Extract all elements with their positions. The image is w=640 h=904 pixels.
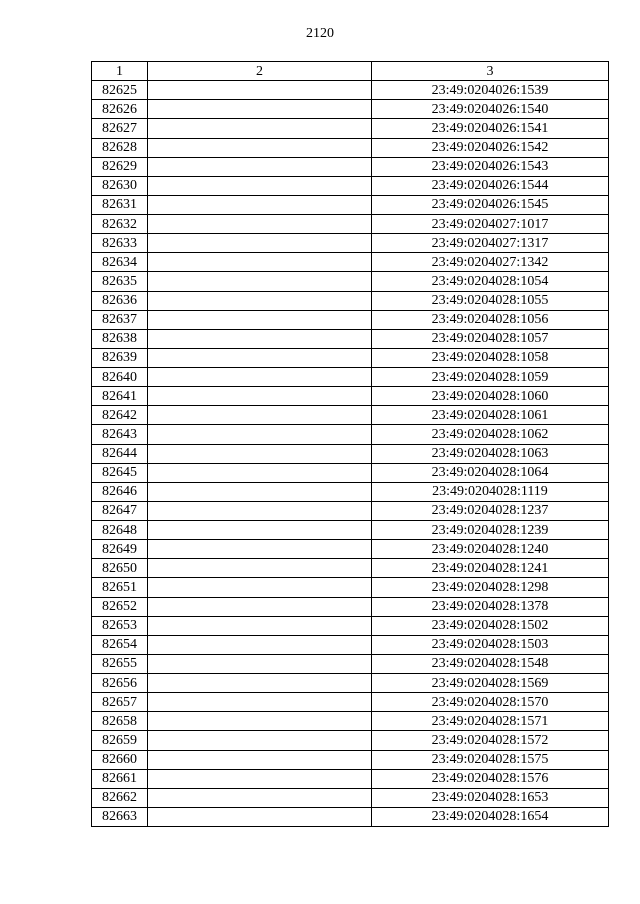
row-empty-cell: [148, 272, 372, 291]
row-empty-cell: [148, 540, 372, 559]
row-empty-cell: [148, 406, 372, 425]
table-row: [92, 138, 609, 157]
cadastral-number-cell: 23:49:0204028:1241: [372, 559, 609, 578]
table-row: [92, 482, 609, 501]
table-row: [92, 597, 609, 616]
row-empty-cell: [148, 578, 372, 597]
table-row: [92, 310, 609, 329]
cadastral-number-cell: 23:49:0204027:1017: [372, 215, 609, 234]
row-empty-cell: [148, 616, 372, 635]
row-number-cell: 82645: [92, 463, 148, 482]
table-row: [92, 635, 609, 654]
table-row: [92, 291, 609, 310]
table-row: [92, 348, 609, 367]
cadastral-number-cell: 23:49:0204026:1544: [372, 176, 609, 195]
row-number-cell: 82632: [92, 215, 148, 234]
table-row: [92, 368, 609, 387]
cadastral-number-cell: 23:49:0204028:1548: [372, 654, 609, 673]
cadastral-number-cell: 23:49:0204028:1503: [372, 635, 609, 654]
row-empty-cell: [148, 425, 372, 444]
row-empty-cell: [148, 559, 372, 578]
row-empty-cell: [148, 253, 372, 272]
row-number-cell: 82662: [92, 788, 148, 807]
cadastral-number-cell: 23:49:0204028:1569: [372, 674, 609, 693]
row-number-cell: 82625: [92, 81, 148, 100]
row-empty-cell: [148, 310, 372, 329]
cadastral-number-cell: 23:49:0204026:1543: [372, 157, 609, 176]
cadastral-number-cell: 23:49:0204028:1064: [372, 463, 609, 482]
column-header-3: 3: [372, 62, 609, 81]
table-row: [92, 540, 609, 559]
cadastral-number-cell: 23:49:0204028:1239: [372, 521, 609, 540]
row-empty-cell: [148, 100, 372, 119]
cadastral-number-cell: 23:49:0204028:1240: [372, 540, 609, 559]
cadastral-number-cell: 23:49:0204028:1654: [372, 807, 609, 826]
row-number-cell: 82630: [92, 176, 148, 195]
row-number-cell: 82660: [92, 750, 148, 769]
row-number-cell: 82628: [92, 138, 148, 157]
table-row: [92, 712, 609, 731]
column-header-2: 2: [148, 62, 372, 81]
cadastral-number-cell: 23:49:0204028:1570: [372, 693, 609, 712]
row-number-cell: 82646: [92, 482, 148, 501]
row-empty-cell: [148, 444, 372, 463]
cadastral-number-cell: 23:49:0204028:1056: [372, 310, 609, 329]
table-row: [92, 693, 609, 712]
cadastral-number-cell: 23:49:0204028:1575: [372, 750, 609, 769]
row-number-cell: 82649: [92, 540, 148, 559]
table-row: [92, 195, 609, 214]
row-empty-cell: [148, 731, 372, 750]
cadastral-number-cell: 23:49:0204027:1317: [372, 234, 609, 253]
cadastral-number-cell: 23:49:0204026:1542: [372, 138, 609, 157]
row-number-cell: 82648: [92, 521, 148, 540]
row-number-cell: 82659: [92, 731, 148, 750]
table-row: [92, 788, 609, 807]
cadastral-number-cell: 23:49:0204028:1061: [372, 406, 609, 425]
row-number-cell: 82652: [92, 597, 148, 616]
row-number-cell: 82650: [92, 559, 148, 578]
table-row: [92, 807, 609, 826]
row-empty-cell: [148, 291, 372, 310]
table-row: [92, 731, 609, 750]
row-empty-cell: [148, 348, 372, 367]
row-number-cell: 82643: [92, 425, 148, 444]
row-empty-cell: [148, 750, 372, 769]
cadastral-number-cell: 23:49:0204028:1298: [372, 578, 609, 597]
row-empty-cell: [148, 788, 372, 807]
table-row: [92, 215, 609, 234]
cadastral-number-cell: 23:49:0204028:1576: [372, 769, 609, 788]
row-empty-cell: [148, 119, 372, 138]
row-number-cell: 82634: [92, 253, 148, 272]
row-empty-cell: [148, 597, 372, 616]
cadastral-number-cell: 23:49:0204028:1571: [372, 712, 609, 731]
cadastral-number-cell: 23:49:0204026:1541: [372, 119, 609, 138]
header-row: [92, 62, 609, 81]
table-row: [92, 81, 609, 100]
cadastral-number-cell: 23:49:0204028:1572: [372, 731, 609, 750]
table-row: [92, 463, 609, 482]
row-empty-cell: [148, 769, 372, 788]
table-row: [92, 559, 609, 578]
table-row: [92, 521, 609, 540]
cadastral-number-cell: 23:49:0204026:1540: [372, 100, 609, 119]
row-empty-cell: [148, 138, 372, 157]
cadastral-number-cell: 23:49:0204028:1055: [372, 291, 609, 310]
table-body: [92, 81, 609, 827]
cadastral-number-cell: 23:49:0204028:1237: [372, 501, 609, 520]
row-empty-cell: [148, 387, 372, 406]
cadastral-number-cell: 23:49:0204028:1060: [372, 387, 609, 406]
cadastral-number-cell: 23:49:0204028:1057: [372, 329, 609, 348]
row-empty-cell: [148, 521, 372, 540]
row-number-cell: 82641: [92, 387, 148, 406]
cadastral-number-cell: 23:49:0204026:1545: [372, 195, 609, 214]
cadastral-table: [91, 61, 609, 827]
cadastral-number-cell: 23:49:0204028:1058: [372, 348, 609, 367]
cadastral-number-cell: 23:49:0204028:1062: [372, 425, 609, 444]
row-number-cell: 82655: [92, 654, 148, 673]
row-empty-cell: [148, 329, 372, 348]
row-empty-cell: [148, 368, 372, 387]
row-number-cell: 82635: [92, 272, 148, 291]
cadastral-number-cell: 23:49:0204028:1063: [372, 444, 609, 463]
row-empty-cell: [148, 482, 372, 501]
table-row: [92, 674, 609, 693]
table-row: [92, 157, 609, 176]
cadastral-number-cell: 23:49:0204028:1059: [372, 368, 609, 387]
row-number-cell: 82663: [92, 807, 148, 826]
table-row: [92, 769, 609, 788]
table-row: [92, 406, 609, 425]
table-header: [92, 62, 609, 81]
row-number-cell: 82639: [92, 348, 148, 367]
row-number-cell: 82627: [92, 119, 148, 138]
row-number-cell: 82657: [92, 693, 148, 712]
row-number-cell: 82658: [92, 712, 148, 731]
row-number-cell: 82637: [92, 310, 148, 329]
row-empty-cell: [148, 635, 372, 654]
row-empty-cell: [148, 712, 372, 731]
cadastral-number-cell: 23:49:0204026:1539: [372, 81, 609, 100]
row-empty-cell: [148, 501, 372, 520]
table-row: [92, 616, 609, 635]
table-row: [92, 578, 609, 597]
row-empty-cell: [148, 463, 372, 482]
table-row: [92, 176, 609, 195]
cadastral-number-cell: 23:49:0204027:1342: [372, 253, 609, 272]
row-empty-cell: [148, 176, 372, 195]
row-empty-cell: [148, 215, 372, 234]
table-row: [92, 253, 609, 272]
page-number: 2120: [306, 26, 334, 41]
cadastral-number-cell: 23:49:0204028:1502: [372, 616, 609, 635]
table-row: [92, 750, 609, 769]
row-empty-cell: [148, 654, 372, 673]
table-row: [92, 234, 609, 253]
row-empty-cell: [148, 157, 372, 176]
row-number-cell: 82642: [92, 406, 148, 425]
table-row: [92, 501, 609, 520]
row-empty-cell: [148, 81, 372, 100]
row-number-cell: 82640: [92, 368, 148, 387]
table-row: [92, 119, 609, 138]
table-row: [92, 654, 609, 673]
row-number-cell: 82629: [92, 157, 148, 176]
row-number-cell: 82653: [92, 616, 148, 635]
row-number-cell: 82644: [92, 444, 148, 463]
column-header-1: 1: [92, 62, 148, 81]
cadastral-number-cell: 23:49:0204028:1378: [372, 597, 609, 616]
row-number-cell: 82656: [92, 674, 148, 693]
row-number-cell: 82636: [92, 291, 148, 310]
cadastral-number-cell: 23:49:0204028:1653: [372, 788, 609, 807]
row-empty-cell: [148, 807, 372, 826]
table-row: [92, 329, 609, 348]
row-number-cell: 82647: [92, 501, 148, 520]
row-number-cell: 82633: [92, 234, 148, 253]
table-row: [92, 444, 609, 463]
row-number-cell: 82661: [92, 769, 148, 788]
row-number-cell: 82626: [92, 100, 148, 119]
table-row: [92, 425, 609, 444]
row-empty-cell: [148, 234, 372, 253]
cadastral-number-cell: 23:49:0204028:1054: [372, 272, 609, 291]
row-number-cell: 82638: [92, 329, 148, 348]
row-number-cell: 82651: [92, 578, 148, 597]
row-empty-cell: [148, 195, 372, 214]
row-empty-cell: [148, 693, 372, 712]
row-number-cell: 82654: [92, 635, 148, 654]
row-number-cell: 82631: [92, 195, 148, 214]
row-empty-cell: [148, 674, 372, 693]
table-row: [92, 272, 609, 291]
table-row: [92, 100, 609, 119]
table-row: [92, 387, 609, 406]
cadastral-number-cell: 23:49:0204028:1119: [372, 482, 609, 501]
